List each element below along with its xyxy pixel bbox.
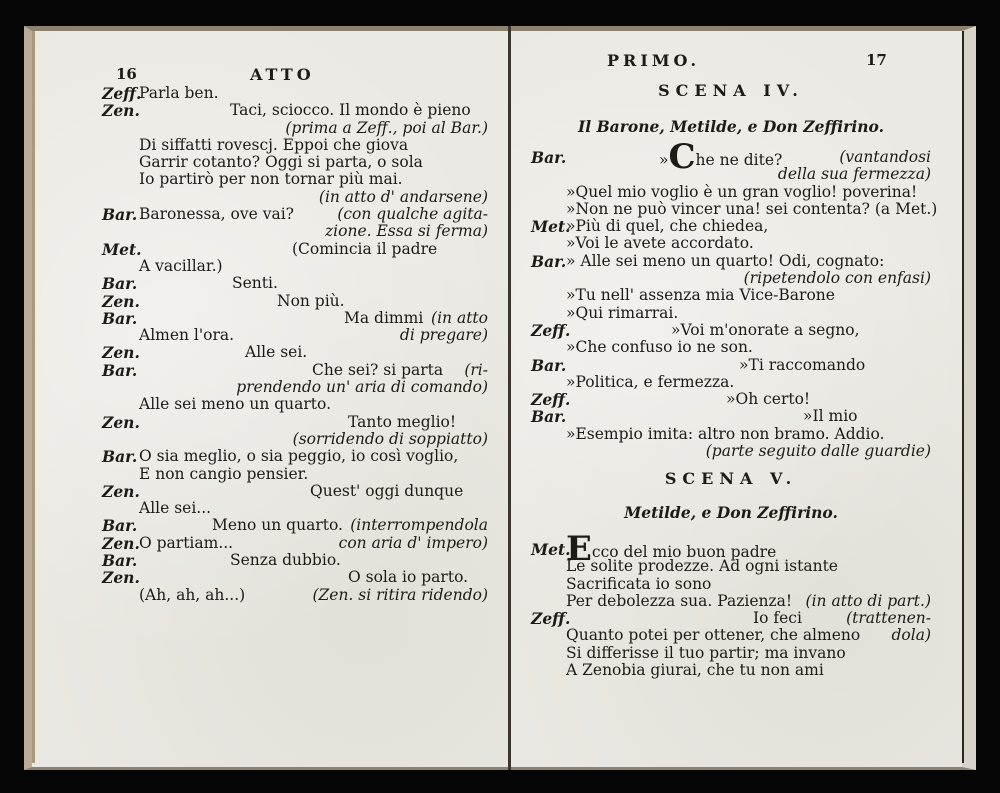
dialogue-text: »Il mio: [803, 407, 858, 426]
dialogue-text: O partiam...: [139, 533, 234, 552]
dialogue-text: Sacrificata io sono: [566, 574, 712, 593]
verse-line: [531, 593, 931, 610]
scene-v-title: SCENA V.: [664, 469, 798, 488]
verse-line: [531, 645, 931, 662]
stage-direction: (in atto: [431, 308, 488, 327]
scene-iv-text: [531, 137, 938, 461]
verse-line: [102, 517, 488, 534]
verse-line: [531, 374, 931, 391]
verse-line: [102, 483, 488, 500]
drop-capital: C: [668, 137, 696, 177]
speaker-label: Zeff.: [102, 84, 142, 103]
verse-line: [531, 443, 931, 460]
dialogue-text: Io partirò per non tornar più mai.: [139, 170, 403, 189]
dialogue-text: Quanto potei per ottener, che almeno: [566, 626, 861, 645]
verse-line: [531, 408, 931, 425]
verse-line: [102, 587, 488, 604]
speaker-label: Bar.: [102, 205, 138, 225]
verse-line: [531, 270, 931, 287]
verse-line: [531, 339, 931, 356]
dialogue-text: » Alle sei meno un quarto! Odi, cognato:: [566, 251, 885, 270]
dialogue-text: »Qui rimarrai.: [566, 303, 679, 322]
dialogue-text: »Oh certo!: [726, 390, 811, 409]
verse-line: [102, 223, 488, 240]
scene-v-cast: Metilde, e Don Zeffirino.: [624, 503, 838, 522]
speaker-label: Zen.: [102, 533, 140, 553]
verse-line: [102, 120, 488, 137]
speaker-label: Bar.: [102, 274, 138, 294]
scene-iv-title: SCENA IV.: [658, 81, 804, 100]
verse-line: [102, 431, 488, 448]
dialogue-text: Quest' oggi dunque: [310, 481, 464, 500]
speaker-label: Bar.: [531, 407, 567, 427]
stage-direction: con aria d' impero): [338, 533, 488, 552]
dialogue-text: »Politica, e fermezza.: [566, 372, 735, 391]
verse-line: [531, 576, 931, 593]
dialogue-text: Alle sei.: [245, 343, 308, 362]
dialogue-text: Non più.: [277, 291, 345, 310]
running-head-left: ATTO: [250, 65, 315, 84]
scene-v-text: [531, 529, 931, 680]
drop-capital: E: [566, 529, 592, 569]
speaker-label: Bar.: [531, 251, 567, 271]
dialogue-text: Alle sei meno un quarto.: [139, 395, 331, 414]
stage-direction: (parte seguito dalle guardie): [705, 442, 931, 461]
verse-line: [102, 154, 488, 171]
speaker-label: Met.: [102, 239, 142, 259]
dialogue-text: »Non ne può vincer una! sei contenta? (a Met.): [566, 199, 938, 218]
dialogue-text: Taci, sciocco. Il mondo è pieno: [230, 101, 471, 120]
verse-line: [102, 275, 488, 292]
speaker-label: Bar.: [102, 447, 138, 467]
left-page-text: [102, 85, 488, 604]
verse-line: [531, 662, 931, 679]
speaker-label: Met.: [531, 540, 571, 559]
speaker-label: Zeff.: [531, 609, 571, 629]
speaker-label: Zeff.: [531, 390, 571, 410]
stage-direction: (vantandosi: [839, 148, 931, 166]
verse-line: [102, 310, 488, 327]
verse-line: [531, 357, 931, 374]
dialogue-text: A Zenobia giurai, che tu non ami: [566, 661, 824, 680]
stage-direction: dola): [891, 626, 931, 645]
dialogue-text: Di siffatti rovescj. Eppoi che giova: [139, 135, 409, 154]
speaker-label: Bar.: [102, 516, 138, 536]
verse-line: [102, 206, 488, 223]
stage-direction: (in atto d' andarsene): [318, 187, 488, 206]
stage-direction: (interrompendola: [350, 516, 488, 535]
verse-line: [531, 235, 931, 252]
dialogue-text: (Ah, ah, ah...): [139, 585, 246, 604]
speaker-label: Bar.: [102, 551, 138, 571]
dialogue-text: Baronessa, ove vai?: [139, 205, 294, 224]
stage-direction: (Zen. si ritira ridendo): [312, 585, 488, 604]
dialogue-text: Tanto meglio!: [348, 412, 457, 431]
verse-line: [531, 199, 938, 218]
stage-direction: (trattenen-: [846, 609, 931, 628]
verse-line: [102, 500, 488, 517]
speaker-label: Zeff.: [531, 320, 571, 340]
verse-line: [531, 218, 931, 235]
dialogue-text: »Quel mio voglio è un gran voglio! poverina!: [566, 182, 918, 201]
speaker-label: Zen.: [102, 568, 140, 588]
speaker-label: Bar.: [102, 360, 138, 380]
verse-line: [531, 391, 931, 408]
verse-line: [102, 241, 488, 258]
verse-line: [531, 610, 931, 627]
dialogue-text: A vacillar.): [139, 256, 223, 275]
right-page-edge: [962, 31, 964, 763]
stage-direction: (in atto di part.): [805, 591, 931, 610]
dialogue-text: E non cangio pensier.: [139, 464, 309, 483]
verse-line: [531, 253, 931, 270]
stage-direction: della sua fermezza): [777, 165, 931, 184]
verse-line: [531, 322, 931, 339]
scene-iv-cast: Il Barone, Metilde, e Don Zeffirino.: [578, 117, 884, 136]
speaker-label: Bar.: [531, 355, 567, 375]
verse-line: [102, 466, 488, 483]
dialogue-text: Senza dubbio.: [230, 551, 341, 570]
verse-line: [102, 552, 488, 569]
stage-direction: (ripetendolo con enfasi): [743, 269, 931, 288]
verse-line: [531, 184, 931, 201]
dialogue-text: Si differisse il tuo partir; ma invano: [566, 643, 846, 662]
verse-line: [102, 293, 488, 310]
stage-direction: zione. Essa si ferma): [325, 222, 488, 241]
verse-line: [531, 166, 931, 183]
dialogue-text: Garrir cotanto? Oggi si parta, o sola: [139, 153, 423, 172]
dialogue-text: Senti.: [232, 274, 278, 293]
dialogue-text: »Più di quel, che chiedea,: [566, 217, 769, 236]
speaker-label: Bar.: [102, 308, 138, 328]
verse-line: [102, 448, 488, 465]
verse-line: [102, 414, 488, 431]
left-page-edge: [32, 31, 35, 763]
dialogue-text: »Tu nell' assenza mia Vice-Barone: [566, 286, 835, 305]
dialogue-text: Le solite prodezze. Ad ogni istante: [566, 557, 838, 576]
dialogue-text: Io feci: [753, 609, 802, 628]
dialogue-text: »Che confuso io ne son.: [566, 338, 753, 357]
verse-line: [102, 396, 488, 413]
stage-direction: (sorridendo di soppiatto): [292, 429, 488, 448]
stage-direction: (ri-: [464, 360, 488, 379]
verse-line: [102, 102, 488, 119]
stage-direction: (con qualche agita-: [337, 205, 488, 224]
dialogue-text: Che sei? si parta: [312, 360, 444, 379]
dialogue-text: Almen l'ora.: [139, 326, 235, 345]
page-number-right: 17: [866, 51, 887, 69]
speaker-label: Zen.: [102, 343, 140, 363]
verse-line: [102, 535, 488, 552]
dialogue-text: O sia meglio, o sia peggio, io così voglio,: [139, 447, 459, 466]
dialogue-text: Ma dimmi: [344, 308, 424, 327]
speaker-label: Zen.: [102, 101, 140, 121]
verse-line: [531, 558, 931, 575]
speaker-label: Zen.: [102, 412, 140, 432]
verse-line: [102, 137, 488, 154]
left-page: [24, 26, 509, 770]
verse-line: [102, 85, 488, 102]
dialogue-text: O sola io parto.: [348, 568, 469, 587]
verse-line: [531, 287, 931, 304]
running-head-right: PRIMO.: [607, 51, 701, 70]
dialogue-text: »Voi m'onorate a segno,: [671, 320, 860, 339]
verse-line: [102, 258, 488, 275]
speaker-label: Met.: [531, 217, 571, 237]
dialogue-text: Meno un quarto.: [212, 516, 343, 535]
dialogue-text: Ecco del mio buon padre: [566, 529, 777, 569]
stage-direction: prendendo un' aria di comando): [236, 378, 488, 397]
right-page: [511, 26, 976, 770]
verse-line: [531, 305, 931, 322]
dialogue-text: Per debolezza sua. Pazienza!: [566, 591, 793, 610]
verse-line: [102, 189, 488, 206]
speaker-label: Zen.: [102, 481, 140, 501]
verse-line: [531, 627, 931, 644]
dialogue-text: »Voi le avete accordato.: [566, 234, 754, 253]
dialogue-text: Alle sei...: [139, 499, 212, 518]
verse-line: [102, 344, 488, 361]
verse-line: [102, 171, 488, 188]
verse-line: [102, 362, 488, 379]
page-number-left: 16: [116, 65, 137, 83]
verse-line: [102, 327, 488, 344]
verse-line: [531, 426, 931, 443]
verse-line: [102, 569, 488, 586]
dialogue-text: »Ti raccomando: [739, 355, 866, 374]
stage-direction: di pregare): [399, 326, 488, 345]
speaker-label: Bar.: [531, 148, 567, 167]
open-book: [24, 26, 976, 770]
dialogue-text: »Esempio imita: altro non bramo. Addio.: [566, 424, 885, 443]
speaker-label: Zen.: [102, 291, 140, 311]
verse-line: [102, 379, 488, 396]
dialogue-text: (Comincia il padre: [292, 239, 438, 258]
dialogue-text: Parla ben.: [139, 84, 219, 102]
stage-direction: (prima a Zeff., poi al Bar.): [285, 118, 488, 137]
dialogue-text: »Che ne dite?: [659, 137, 783, 177]
